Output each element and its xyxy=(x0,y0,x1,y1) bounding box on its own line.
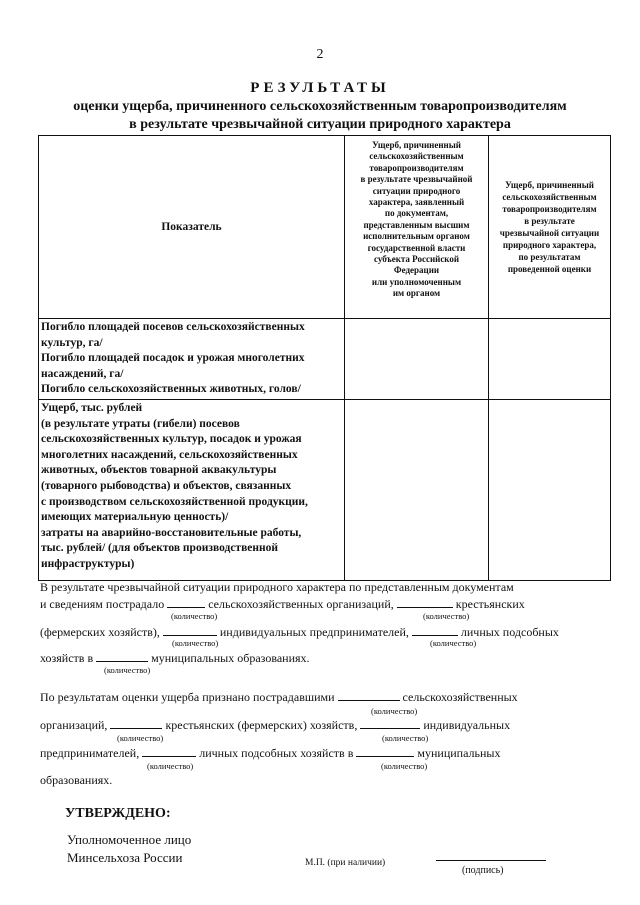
blank-field xyxy=(163,625,217,636)
para2-line4: образованиях. xyxy=(40,773,113,787)
page-number: 2 xyxy=(316,47,324,62)
quantity-caption: (количество) xyxy=(423,611,470,621)
blank-field xyxy=(412,625,458,636)
para2-text: предпринимателей, xyxy=(40,746,140,760)
para2-text: муниципальных xyxy=(417,746,501,760)
cell-line: животных, объектов товарной аквакультуры xyxy=(41,464,277,477)
blank-field xyxy=(338,690,400,701)
table-row xyxy=(39,319,611,400)
para1-text: муниципальных образованиях. xyxy=(151,651,310,665)
table-row xyxy=(39,399,611,580)
quantity-caption: (количество) xyxy=(430,638,477,648)
cell-line: или уполномоченным xyxy=(371,276,462,287)
para2-line3 xyxy=(40,746,500,761)
row-losses-declared-cell xyxy=(345,319,489,400)
para1-line1: В результате чрезвычайной ситуации природного характера по представленным документам xyxy=(40,580,514,594)
para1-line3 xyxy=(40,625,559,640)
cell-line: Ущерб, тыс. рублей xyxy=(41,401,143,414)
para1-text: индивидуальных предпринимателей, xyxy=(219,625,409,639)
signature-caption: (подпись) xyxy=(462,865,504,876)
cell-line: в результате xyxy=(524,216,575,226)
cell-line: (в результате утраты (гибели) посевов xyxy=(41,417,240,430)
cell-line: имеющих материальную ценность)/ xyxy=(41,511,229,524)
document-subtitle-line1: оценки ущерба, причиненного сельскохозяйственным товаропроизводителям xyxy=(73,99,567,114)
quantity-caption: (количество) xyxy=(147,761,194,771)
para2-text: личных подсобных хозяйств в xyxy=(199,746,354,760)
para1-text: крестьянских xyxy=(455,597,525,611)
cell-line: Погибло сельскохозяйственных животных, голов/ xyxy=(41,383,301,396)
cell-line: культур, га/ xyxy=(41,336,103,349)
stamp-placeholder: М.П. (при наличии) xyxy=(305,858,386,868)
cell-line: тыс. рублей/ (для объектов производственной xyxy=(41,542,279,555)
cell-line: с производством сельскохозяйственной продукции, xyxy=(41,495,308,508)
cell-line: по результатам xyxy=(518,252,581,262)
cell-line: затраты на аварийно-восстановительные работы, xyxy=(41,526,302,539)
header-declared-damage xyxy=(345,136,489,319)
cell-line: товаропроизводителям xyxy=(369,162,464,173)
blank-field xyxy=(142,746,196,757)
quantity-caption: (количество) xyxy=(381,761,428,771)
document-subtitle-line2: в результате чрезвычайной ситуации природного характера xyxy=(129,117,511,132)
cell-line: представленным высшим xyxy=(363,219,470,230)
quantity-caption: (количество) xyxy=(171,611,218,621)
row-damage-indicator xyxy=(39,399,345,580)
cell-line: сельскохозяйственным xyxy=(502,192,597,202)
para2-text: По результатам оценки ущерба признано пострадавшими xyxy=(40,690,335,704)
blank-field xyxy=(397,597,453,608)
signature-line xyxy=(436,860,546,861)
cell-line: Погибло площадей посадок и урожая многолетних xyxy=(41,352,305,365)
cell-line: природного характера, xyxy=(502,240,597,250)
document-title: РЕЗУЛЬТАТЫ xyxy=(250,80,390,96)
para1-text: личных подсобных xyxy=(460,625,559,639)
cell-line: по документам, xyxy=(384,208,449,219)
para1-text: сельскохозяйственных организаций, xyxy=(208,597,394,611)
cell-line: Погибло площадей посевов сельскохозяйственных xyxy=(41,321,305,333)
cell-line: в результате чрезвычайной xyxy=(360,174,473,185)
quantity-caption: (количество) xyxy=(172,638,219,648)
para2-line2 xyxy=(40,718,510,733)
quantity-caption: (количество) xyxy=(371,706,418,716)
cell-line: характера, заявленный xyxy=(368,197,465,208)
approved-heading: УТВЕРЖДЕНО: xyxy=(65,806,171,821)
para1-line4 xyxy=(40,651,310,666)
quantity-caption: (количество) xyxy=(117,733,164,743)
row-losses-assessed-cell xyxy=(489,319,611,400)
cell-line: исполнительным органом xyxy=(363,231,470,242)
blank-field xyxy=(167,597,205,608)
para1-text: (фермерских хозяйств), xyxy=(40,625,160,639)
cell-line: Ущерб, причиненный xyxy=(505,180,594,190)
cell-line: ситуации природного xyxy=(372,185,461,196)
cell-line: проведенной оценки xyxy=(507,264,592,274)
cell-line: Ущерб, причиненный xyxy=(372,140,461,150)
para2-line1 xyxy=(40,690,518,705)
cell-line: чрезвычайной ситуации xyxy=(499,228,600,238)
blank-field xyxy=(110,718,162,729)
cell-line: субъекта Российской xyxy=(373,254,460,265)
signatory-title: Уполномоченное лицо xyxy=(67,832,192,847)
header-assessed-damage xyxy=(489,136,611,319)
blank-field xyxy=(96,651,148,662)
blank-field xyxy=(356,746,414,757)
para1-text: хозяйств в xyxy=(40,651,94,665)
para2-text: индивидуальных xyxy=(423,718,511,732)
quantity-caption: (количество) xyxy=(104,665,151,675)
quantity-caption: (количество) xyxy=(382,733,429,743)
cell-line: насаждений, га/ xyxy=(41,367,124,380)
cell-line: (товарного рыбоводства) и объектов, связанных xyxy=(41,479,292,492)
damage-table xyxy=(38,135,611,581)
para2-text: организаций, xyxy=(40,718,108,732)
para2-text: сельскохозяйственных xyxy=(402,690,518,704)
cell-line: товаропроизводителям xyxy=(502,204,597,214)
blank-field xyxy=(360,718,420,729)
signatory-ministry: Минсельхоза России xyxy=(67,850,183,865)
row-damage-declared-cell xyxy=(345,399,489,580)
para1-line2 xyxy=(40,597,525,612)
row-damage-assessed-cell xyxy=(489,399,611,580)
cell-line: государственной власти xyxy=(367,242,466,253)
cell-line: Федерации xyxy=(393,265,440,276)
cell-line: им органом xyxy=(392,288,441,299)
cell-line: сельскохозяйственных культур, посадок и урожая xyxy=(41,433,302,446)
cell-line: сельскохозяйственным xyxy=(369,151,464,162)
para2-text: крестьянских (фермерских) хозяйств, xyxy=(165,718,358,732)
table-header-row xyxy=(39,136,611,319)
para1-text: и сведениям пострадало xyxy=(40,597,165,611)
header-indicator: Показатель xyxy=(39,136,345,319)
row-losses-indicator xyxy=(39,319,345,400)
cell-line: многолетних насаждений, сельскохозяйственных xyxy=(41,448,298,461)
cell-line: инфраструктуры) xyxy=(41,557,135,570)
